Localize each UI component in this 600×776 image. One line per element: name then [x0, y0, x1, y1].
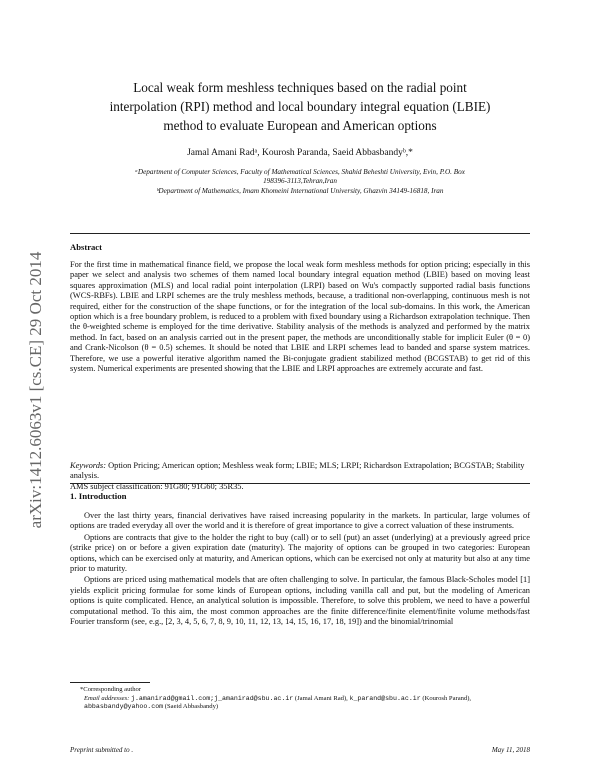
abstract-heading: Abstract — [70, 242, 102, 252]
page-footer — [70, 746, 530, 754]
author-list: Jamal Amani Radᵃ, Kourosh Paranda, Saeid Abbasbandyᵇ,* — [187, 148, 413, 158]
footer-preprint: Preprint submitted to . — [70, 746, 134, 754]
footnote-corresponding: *Corresponding author — [80, 686, 141, 693]
keywords-label: Keywords: — [70, 461, 106, 470]
affiliation-a — [90, 168, 510, 186]
intro-paragraph-1: Over the last thirty years, financial derivatives have raised increasing popularity in the markets. In particular, large volumes of options are traded everyday all over the world and it is therefore of great importance to give a correct valuation of these instruments. — [70, 511, 530, 531]
intro-paragraph-3: Options are priced using mathematical models that are often challenging to solve. In particular, the famous Black-Scholes model [1] yields explicit pricing formulae for some kinds of European options, including vanilla call and put, but the modeling of American options is quite complicated. Hence, an analytical solution is impossible. Therefore, to solve this problem, we need to have a powerful computational method. To this aim, the most common approaches are the finite difference/finite element/finite volume methods/fast Fourier transform (see, e.g., [2, 3, 4, 5, 6, 7, 8, 9, 10, 11, 12, 13, 14, 15, 16, 17, 18, 19]) and the binomial/trinomial — [70, 575, 530, 627]
affiliation-a-line-2: 198396-3113,Tehran,Iran — [263, 177, 337, 186]
abstract-bottom-rule — [70, 483, 530, 484]
title-line-3: method to evaluate European and American options — [163, 118, 437, 133]
keywords-text: Option Pricing; American option; Meshless weak form; LBIE; MLS; LRPI; Richardson Extrapolation; BCGSTAB; Stability analysis. — [70, 461, 525, 481]
footnote-emails — [70, 695, 530, 712]
footnote-rule — [70, 682, 150, 683]
footnotes — [70, 686, 530, 712]
keywords-block — [70, 461, 530, 492]
email-link-1[interactable]: j.amanirad@gmail.com;j_amanirad@sbu.ac.ir — [131, 694, 294, 702]
abstract-text: For the first time in mathematical finance field, we propose the local weak form meshless methods for option pricing; especially in this paper we select and analysis two schemes of them named local boundary integral equation method (LBIE) based on moving least squares approximation (MLS) and local radial point interpolation (LRPI) based on Wu's compactly supported radial basis functions (WCS-RBFs). LBIE and LRPI schemes are the truly meshless methods, because, a traditional non-overlapping, continuous mesh is not required, either for the construction of the shape functions, or for the integration of the local sub-domains. In this work, the American option which is a free boundary problem, is reduced to a problem with fixed boundary using a Richardson extrapolation technique. Then the θ-weighted scheme is employed for the time derivative. Stability analysis of the methods is analyzed and performed by the matrix method. In fact, based on an analysis carried out in the present paper, the methods are unconditionally stable for implicit Euler (θ = 0) and Crank-Nicolson (θ = 0.5) schemes. It should be noted that LBIE and LRPI schemes lead to banded and sparse system matrices. Therefore, we use a powerful iterative algorithm named the Bi-conjugate gradient stabilized method (BCGSTAB) to get rid of this system. Numerical experiments are presented showing that the LBIE and LRPI approaches are extremely accurate and fast. — [70, 260, 530, 374]
abstract-top-rule — [70, 233, 530, 234]
affiliation-a-line-1: ᵃDepartment of Computer Sciences, Faculty of Mathematical Sciences, Shahid Beheshti University, Evin, P.O. Box — [135, 168, 465, 176]
email-owner-3: (Saeid Abbasbandy) — [164, 703, 219, 711]
affiliation-b: ᵇDepartment of Mathematics, Imam Khomeini International University, Ghazvin 34149-16818, Iran — [156, 187, 444, 195]
email-owner-1: (Jamal Amani Rad), — [294, 694, 348, 702]
email-label: Email addresses: — [84, 694, 130, 702]
paper-title — [70, 78, 530, 135]
section-heading-introduction: 1. Introduction — [70, 491, 127, 501]
intro-paragraph-2: Options are contracts that give to the holder the right to buy (call) or to sell (put) an asset (underlying) at a previously agreed price (strike price) on or before a given expiration date (maturity). The majority of options can be grouped in two categories: European options, which can be exercised only at maturity, and American options, which can be exercised not only at maturity but also at any time prior to maturity. — [70, 532, 530, 574]
arxiv-stamp-text: arXiv:1412.6063v1 [cs.CE] 29 Oct 2014 — [26, 251, 45, 529]
ams-classification: AMS subject classification: 91G80; 91G60; 35R35. — [70, 481, 244, 491]
arxiv-stamp — [24, 200, 48, 580]
email-link-2[interactable]: k_parand@sbu.ac.ir — [349, 694, 421, 702]
email-link-3[interactable]: abbasbandy@yahoo.com — [84, 703, 164, 711]
keywords-line — [70, 461, 530, 482]
title-line-1: Local weak form meshless techniques based on the radial point — [133, 80, 467, 95]
title-line-2: interpolation (RPI) method and local boundary integral equation (LBIE) — [109, 99, 491, 114]
introduction-body — [70, 511, 530, 628]
email-owner-2: (Kourosh Parand), — [422, 694, 472, 702]
footer-date: May 11, 2018 — [491, 746, 530, 754]
